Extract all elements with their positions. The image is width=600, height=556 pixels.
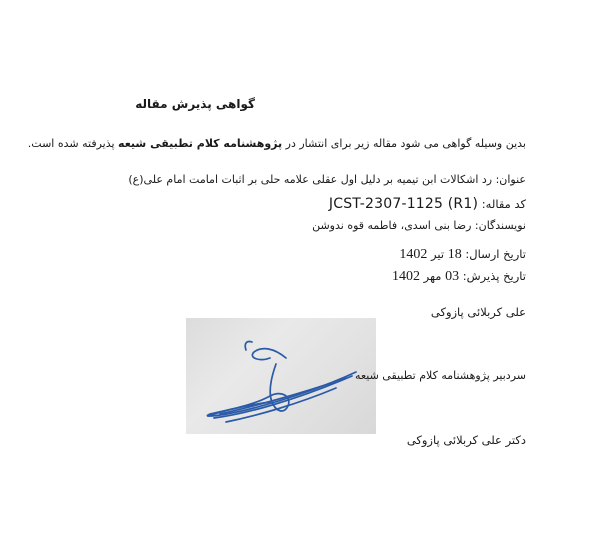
certificate-statement <box>28 136 526 152</box>
submission-date-label: تاریخ ارسال: <box>461 247 526 261</box>
article-title-line <box>128 172 526 188</box>
statement-text-start: بدین وسیله گواهی می شود مقاله زیر برای انتشار در <box>282 137 526 150</box>
signature-image <box>186 318 376 434</box>
submission-day: 18 <box>447 247 462 262</box>
submission-date-line <box>399 246 526 263</box>
submission-year: 1402 <box>399 247 428 262</box>
page-title: گواهی پذیرش مقاله <box>135 97 255 111</box>
article-code-label: کد مقاله: <box>481 197 526 211</box>
signature-scribble-icon <box>186 318 376 434</box>
acceptance-date-line <box>392 268 526 285</box>
signer-name-top: علی کربلائی پازوکی <box>430 305 526 319</box>
submission-month: تیر <box>427 247 448 261</box>
article-title-value: رد اشکالات ابن تیمیه بر دلیل اول عقلی علامه حلی بر اثبات امامت امام علی(ع) <box>128 173 496 186</box>
journal-name: پژوهشنامه کلام تطبیقی شیعه <box>118 137 283 150</box>
authors-label: نویسندگان: <box>474 219 526 232</box>
article-code-value: JCST-2307-1125 (R1) <box>328 196 479 212</box>
authors-line <box>312 218 526 234</box>
acceptance-month: مهر <box>419 269 446 283</box>
article-title-label: عنوان: <box>495 173 526 186</box>
statement-text-end: پذیرفته شده است. <box>27 137 119 150</box>
acceptance-date-label: تاریخ پذیرش: <box>459 269 526 283</box>
article-code-line <box>329 196 526 212</box>
signer-role: سردبیر پژوهشنامه کلام تطبیقی شیعه <box>355 369 526 382</box>
acceptance-year: 1402 <box>391 269 420 284</box>
acceptance-day: 03 <box>445 269 460 284</box>
authors-value: رضا بنی اسدی، فاطمه قوه ندوشن <box>312 219 475 232</box>
signer-name-bottom: دکتر علی کربلائی پازوکی <box>406 433 526 447</box>
